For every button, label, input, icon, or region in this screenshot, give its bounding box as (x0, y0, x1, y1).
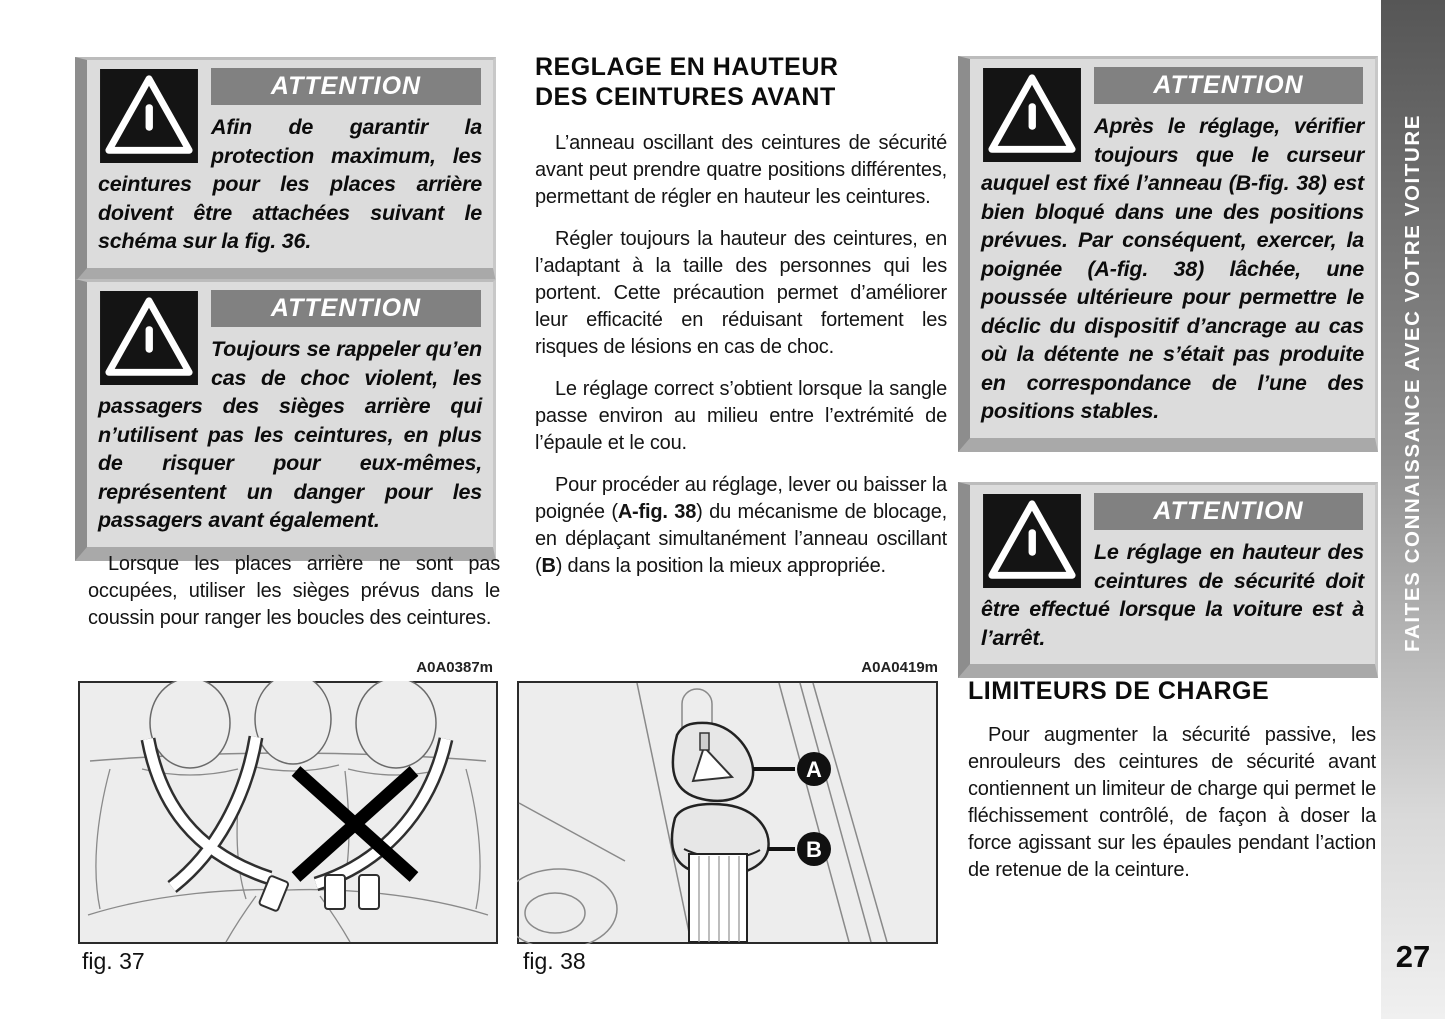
warning-box-4 (958, 482, 1378, 678)
middle-column (535, 52, 947, 595)
warning-text: Afin de garantir la protection maximum, les ceintures pour les places arrière doivent être attachées suivant le schéma sur la fig. 36. (98, 115, 482, 253)
warning-triangle-icon (983, 68, 1081, 162)
attention-header: ATTENTION (1094, 67, 1363, 104)
paragraph: L’anneau oscillant des ceintures de sécurité avant peut prendre quatre positions différentes, permettant de régler en hauteur les ceintures. (535, 132, 947, 208)
attention-header: ATTENTION (211, 290, 481, 327)
paragraph: Le réglage correct s’obtient lorsque la sangle passe environ au milieu entre l’extrémité de l’épaule et le cou. (535, 378, 947, 454)
warning-text: Toujours se rappeler qu’en cas de choc violent, les passagers des sièges arrière qui n’utilisent pas les ceintures, en plus de risquer pour eux-mêmes, représentent un danger pour les passagers avant également. (98, 337, 482, 532)
warning-box-1 (75, 57, 496, 282)
warning-box-2 (75, 279, 496, 561)
figure-caption: fig. 37 (82, 948, 145, 974)
figure-code: A0A0387m (416, 659, 493, 676)
left-column (88, 551, 500, 647)
attention-header: ATTENTION (1094, 493, 1363, 530)
chapter-sidebar (1381, 0, 1445, 1019)
figure-code: A0A0419m (861, 659, 938, 676)
section-heading: REGLAGE EN HAUTEUR DES CEINTURES AVANT (535, 53, 839, 111)
callout-a-label: A (806, 757, 822, 782)
section-heading: LIMITEURS DE CHARGE (968, 677, 1270, 705)
paragraph: Lorsque les places arrière ne sont pas occupées, utiliser les sièges prévus dans le coussin pour ranger les boucles des ceintures. (88, 553, 500, 629)
figure-38-belt-height-adjuster (517, 681, 938, 944)
warning-text: Après le réglage, vérifier toujours que le curseur auquel est fixé l’anneau (B-fig. 38) est bien bloqué dans une des positions prévues. Par conséquent, exercer, la poignée (A-fig. 38) lâchée, une poussée ultérieure pour permettre le déclic du dispositif d’ancrage au cas où la détente ne s’était pas produite en correspondance de l’une des positions stables. (981, 114, 1364, 423)
paragraph: Pour augmenter la sécurité passive, les enrouleurs des ceintures de sécurité avant contiennent un limiteur de charge qui permet le fléchissement contrôlé, de façon à doser la force agissant sur les épaules pendant l’action de retenue de la ceinture. (968, 724, 1376, 881)
warning-triangle-icon (100, 69, 198, 163)
paragraph: Régler toujours la hauteur des ceintures, en l’adaptant à la taille des personnes qui les portent. Cette précaution permet d’améliorer leur efficacité en réduisant fortement les risques de lésions en cas de choc. (535, 228, 947, 358)
figure-caption: fig. 38 (523, 948, 586, 974)
warning-box-3 (958, 56, 1378, 452)
right-column (968, 676, 1376, 899)
page-number: 27 (1395, 939, 1431, 974)
paragraph: Pour procéder au réglage, lever ou baisser la poignée (A-fig. 38) du mécanisme de blocage, en déplaçant simultanément l’anneau oscillant (B) dans la position la mieux appropriée. (535, 474, 947, 577)
warning-text: Le réglage en hauteur des ceintures de sécurité doit être effectué lorsque la voiture est à l’arrêt. (981, 540, 1364, 650)
figure-37-rear-seat-belts (78, 681, 498, 944)
warning-triangle-icon (983, 494, 1081, 588)
chapter-title-vertical: FAITES CONNAISSANCE AVEC VOTRE VOITURE (1401, 113, 1424, 652)
warning-triangle-icon (100, 291, 198, 385)
callout-b-label: B (806, 837, 822, 862)
attention-header: ATTENTION (211, 68, 481, 105)
